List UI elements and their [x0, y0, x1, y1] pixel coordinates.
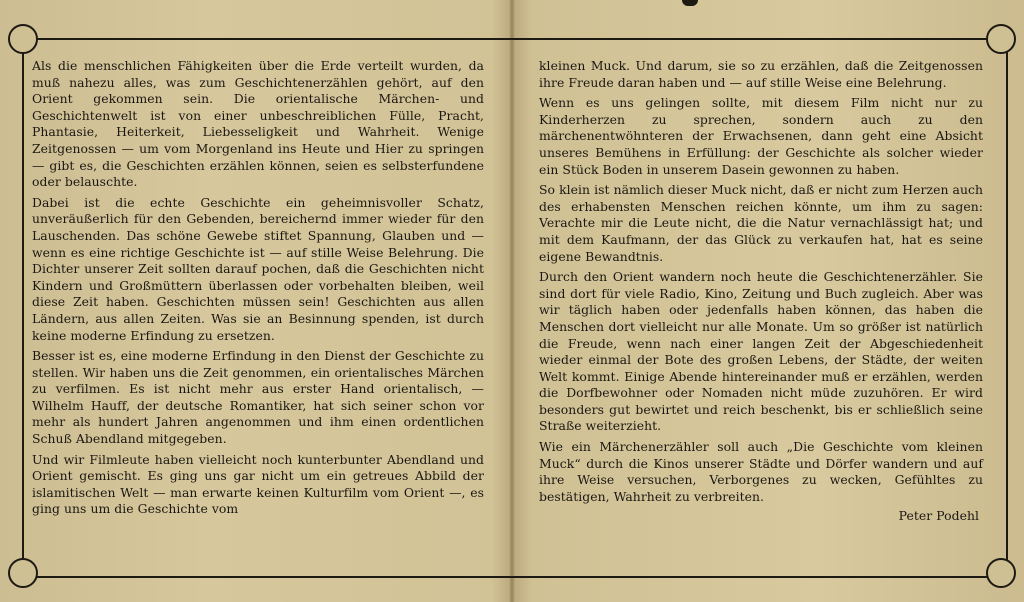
paragraph: Wie ein Märchenerzähler soll auch „Die Geschichte vom kleinen Muck“ durch die Kinos unserer Städte und Dörfer wandern und auf ihre Weise versuchen, Verborgenes zu wecken, Gefühltes zu bestätigen, Wahrheit zu verbreiten. [539, 439, 983, 504]
top-ornament [682, 0, 698, 6]
corner-ornament-bottom-right [986, 558, 1016, 588]
author-signature: Peter Podehl [898, 508, 979, 524]
paragraph: Und wir Filmleute haben vielleicht noch kunterbunter Abendland und Orient gemischt. Es ging uns gar nicht um ein getreues Abbild der islamitischen Welt — man erwarte keinen Kulturfilm vom Orient —, es ging uns um die Geschichte vom [32, 451, 484, 517]
corner-ornament-top-left [8, 24, 38, 54]
paragraph: Durch den Orient wandern noch heute die Geschichtenerzähler. Sie sind dort für viele Radio, Kino, Zeitung und Buch zugleich. Aber was wir täglich haben oder jedenfalls haben können, das haben die Menschen dort vielleicht nur alle Monate. Um so größer ist natürlich die Freude, wenn nach einer langen Zeit der Abgeschiedenheit wieder einmal der Bote des großen Lebens, der Städte, der weiten Welt kommt. Einige Abende hintereinander muß er erzählen, werden die Dorfbewohner oder Nomaden nicht müde zuzuhören. Er wird besonders gut bewirtet und reich beschenkt, bis er schließlich seine Straße weiterzieht. [539, 269, 983, 434]
corner-ornament-top-right [986, 24, 1016, 54]
right-page-text [539, 58, 983, 525]
paragraph: Als die menschlichen Fähigkeiten über die Erde verteilt wurden, da muß nahezu alles, was zum Geschichtenerzählen gehört, auf den Orient gekommen sein. Die orientalische Märchen- und Geschichtenwelt ist von einer unbeschreiblichen Fülle, Pracht, Phantasie, Heiterkeit, Liebesseligkeit und Wahrheit. Wenige Zeitgenossen — um vom Morgenland ins Heute und Hier zu springen — gibt es, die Geschichten erzählen können, seien es selbsterfundene oder belauschte. [32, 58, 484, 190]
paragraph: Dabei ist die echte Geschichte ein geheimnisvoller Schatz, unveräußerlich für den Gebenden, bereichernd immer wieder für den Lauschenden. Das schöne Gewebe stiftet Spannung, Glauben und — wenn es eine richtige Geschichte ist — auf stille Weise Belehrung. Die Dichter unserer Zeit sollten darauf pochen, daß die Geschichten nicht Kindern und Großmüttern überlassen oder vorbehalten bleiben, weil diese Zeit haben. Geschichten müssen sein! Geschichten aus allen Ländern, aus allen Zeiten. Was sie an Besinnung spenden, ist durch keine moderne Erfindung zu ersetzen. [32, 194, 484, 343]
paragraph: kleinen Muck. Und darum, sie so zu erzählen, daß die Zeitgenossen ihre Freude daran haben und — auf stille Weise eine Belehrung. [539, 58, 983, 90]
corner-ornament-bottom-left [8, 558, 38, 588]
paragraph: Besser ist es, eine moderne Erfindung in den Dienst der Geschichte zu stellen. Wir haben uns die Zeit genommen, ein orientalisches Märchen zu verfilmen. Es ist nicht mehr aus erster Hand orientalisch, — Wilhelm Hauff, der deutsche Romantiker, hat sich seiner schon vor mehr als hundert Jahren angenommen und ihm einen ordentlichen Schuß Abendland mitgegeben. [32, 348, 484, 447]
left-page-text [32, 58, 484, 522]
paragraph: Wenn es uns gelingen sollte, mit diesem Film nicht nur zu Kinderherzen zu sprechen, sondern auch zu den märchenentwöhnteren der Erwachsenen, dann geht eine Absicht unseres Bemühens in Erfüllung: der Geschichte als solcher wieder ein Stück Boden in unserem Dasein gewonnen zu haben. [539, 95, 983, 177]
paragraph: So klein ist nämlich dieser Muck nicht, daß er nicht zum Herzen auch des erhabensten Menschen reichen könnte, um ihm zu sagen: Verachte mir die Leute nicht, die die Natur vernachlässigt hat; und mit dem Kaufmann, der das Glück zu verkaufen hat, hat es seine eigene Bewandtnis. [539, 182, 983, 264]
